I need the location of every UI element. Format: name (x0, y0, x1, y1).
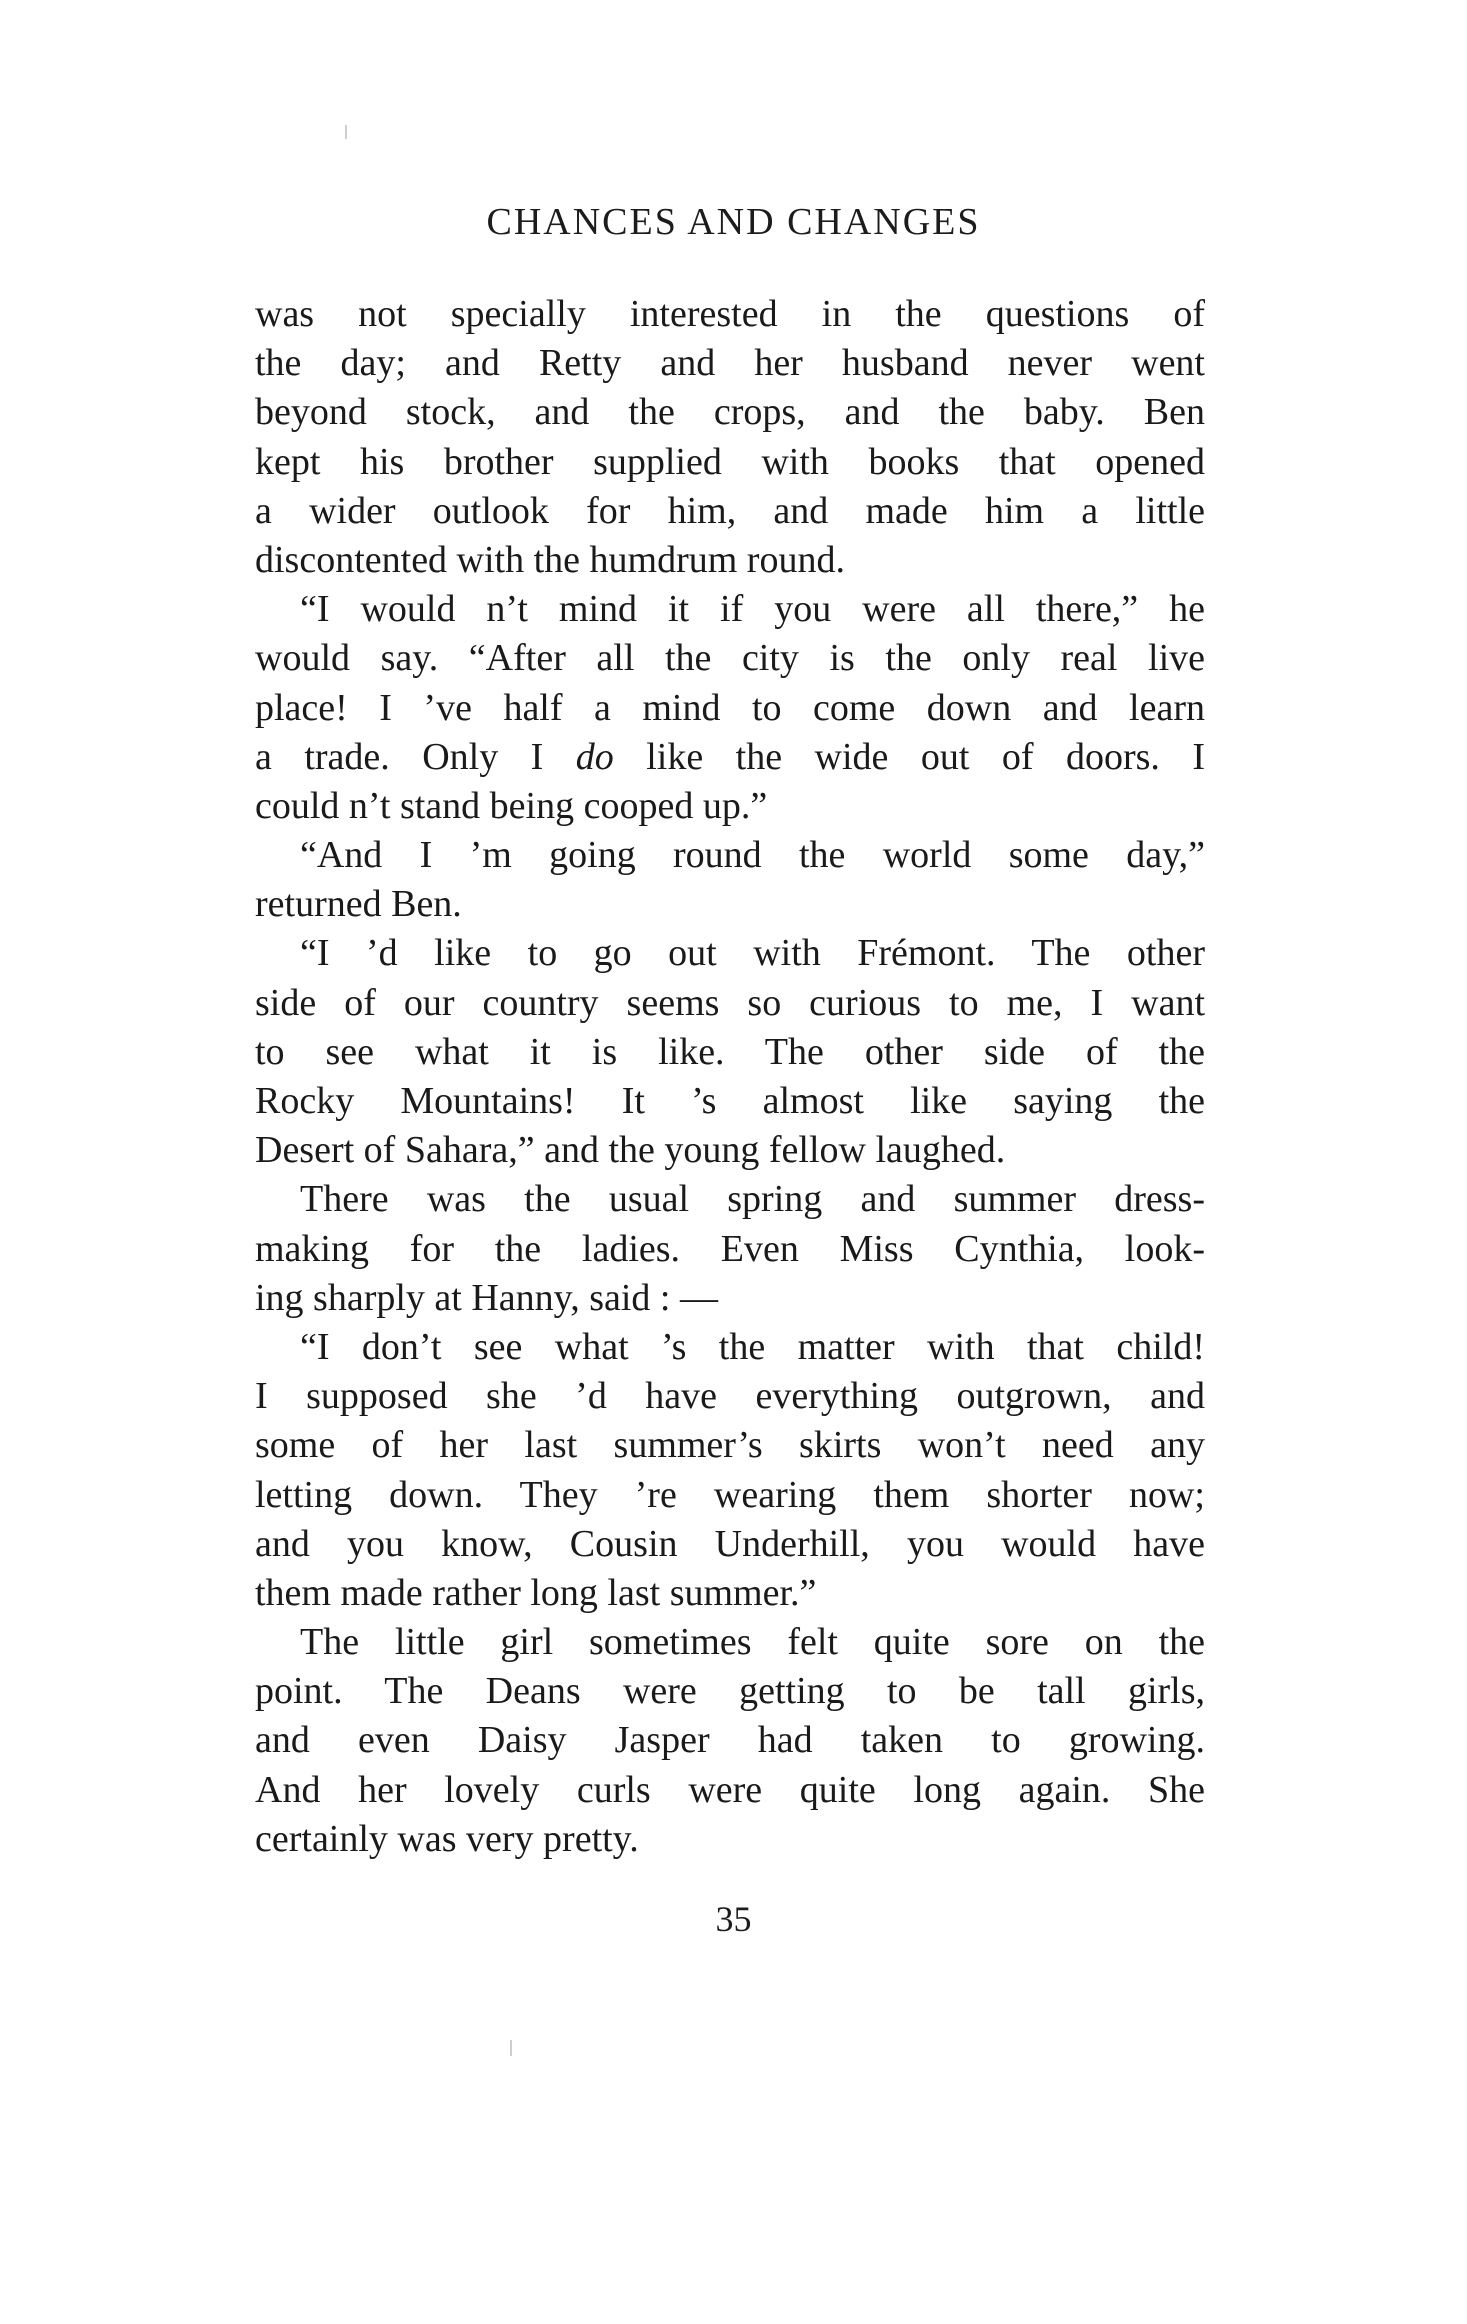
text-line: discontented with the humdrum round. (255, 538, 845, 581)
text-line: “I don’t see what ’s the matter with that child! (300, 1325, 1205, 1368)
text-line: to see what it is like. The other side of the (255, 1030, 1205, 1073)
text-line: “And I ’m going round the world some day,” (300, 834, 1205, 877)
text-line: point. The Deans were getting to be tall girls, (255, 1670, 1205, 1713)
text-line: There was the usual spring and summer dress- (300, 1178, 1205, 1221)
text-line: side of our country seems so curious to me, I want (255, 981, 1205, 1024)
text-line: the day; and Retty and her husband never went (255, 342, 1205, 385)
text-line: letting down. They ’re wearing them shorter now; (255, 1473, 1205, 1516)
text-line: “I would n’t mind it if you were all there,” he (300, 588, 1205, 631)
emphasis: do (575, 735, 614, 778)
text-line: place! I ’ve half a mind to come down and learn (255, 686, 1205, 729)
text-line: I supposed she ’d have everything outgrown, and (255, 1375, 1205, 1418)
text-line: And her lovely curls were quite long again. She (255, 1768, 1205, 1811)
text-line: could n’t stand being cooped up.” (255, 784, 768, 827)
running-head: CHANCES AND CHANGES (486, 201, 981, 243)
body-text (255, 290, 1205, 1864)
page-number: 35 (715, 1899, 752, 1939)
text-line: making for the ladies. Even Miss Cynthia, look- (255, 1227, 1205, 1270)
text-line: “I ’d like to go out with Frémont. The other (300, 932, 1205, 975)
text-line: certainly was very pretty. (255, 1817, 639, 1860)
text-line: was not specially interested in the questions of (255, 293, 1205, 335)
text-line: ing sharply at Hanny, said : — (255, 1276, 718, 1319)
text-line: and even Daisy Jasper had taken to growing. (255, 1719, 1205, 1762)
text-line: a trade. Only I do like the wide out of doors. I (255, 735, 1205, 778)
text-line: and you know, Cousin Underhill, you would have (255, 1522, 1205, 1565)
page-speck-top (345, 125, 347, 139)
text-line: would say. “After all the city is the only real live (255, 637, 1205, 680)
text-line: Desert of Sahara,” and the young fellow laughed. (255, 1129, 1006, 1172)
text-line: Rocky Mountains! It ’s almost like saying the (255, 1080, 1205, 1122)
text-line: returned Ben. (255, 883, 462, 926)
text-line: them made rather long last summer.” (255, 1571, 817, 1614)
page-speck-bottom (510, 2040, 512, 2056)
text-line: some of her last summer’s skirts won’t need any (255, 1424, 1205, 1467)
text-line: The little girl sometimes felt quite sore on the (300, 1621, 1205, 1664)
text-line: beyond stock, and the crops, and the baby. Ben (255, 391, 1205, 434)
text-line: a wider outlook for him, and made him a little (255, 489, 1205, 532)
text-line: kept his brother supplied with books that opened (255, 440, 1205, 483)
